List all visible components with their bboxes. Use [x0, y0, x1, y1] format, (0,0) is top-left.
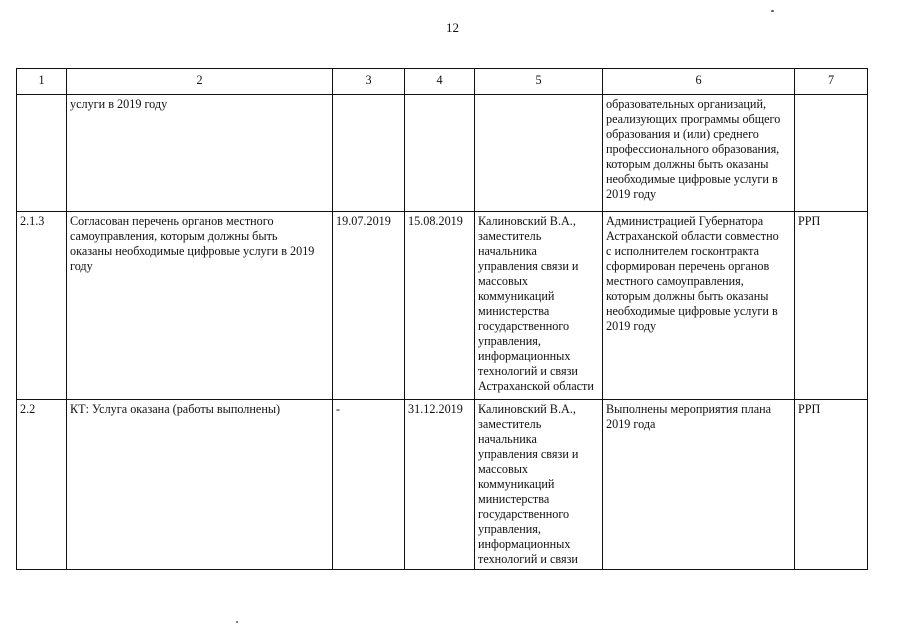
col-header: 7	[795, 69, 868, 95]
cell-line: Согласован перечень органов местного	[70, 214, 274, 228]
cell-line: министерства	[478, 492, 550, 506]
table-row	[17, 212, 868, 400]
col-header: 5	[475, 69, 603, 95]
cell-line: оказаны необходимые цифровые услуги в 2019	[70, 244, 315, 258]
scan-speck	[236, 621, 238, 623]
cell-line: информационных	[478, 537, 571, 551]
cell-responsible	[475, 95, 603, 212]
cell-line: массовых	[478, 462, 528, 476]
page-number: 12	[446, 20, 459, 35]
cell-line: информационных	[478, 349, 571, 363]
cell-line: начальника	[478, 244, 537, 258]
cell-number: 2.1.3	[17, 212, 67, 400]
cell-line: управления связи и	[478, 447, 579, 461]
cell-line: Астраханской области	[478, 379, 594, 393]
col-header: 6	[603, 69, 795, 95]
cell-line: технологий и связи	[478, 552, 578, 566]
cell-line: управления,	[478, 334, 541, 348]
cell-line: 2019 году	[606, 319, 657, 333]
cell-line: образования и (или) среднего	[606, 127, 759, 141]
scan-speck	[771, 10, 774, 12]
cell-end-date: 15.08.2019	[405, 212, 475, 400]
col-header: 4	[405, 69, 475, 95]
cell-line: управления,	[478, 522, 541, 536]
cell-number	[17, 95, 67, 212]
cell-name	[67, 400, 333, 570]
cell-result	[603, 95, 795, 212]
cell-line: коммуникаций	[478, 289, 555, 303]
cell-number: 2.2	[17, 400, 67, 570]
cell-start-date: 19.07.2019	[333, 212, 405, 400]
cell-line: Калиновский В.А.,	[478, 402, 576, 416]
cell-line: услуги в 2019 году	[70, 97, 168, 111]
col-header: 3	[333, 69, 405, 95]
cell-line: необходимые цифровые услуги в	[606, 172, 778, 186]
cell-line: технологий и связи	[478, 364, 578, 378]
cell-line: необходимые цифровые услуги в	[606, 304, 778, 318]
cell-responsible	[475, 400, 603, 570]
cell-line: которым должны быть оказаны	[606, 157, 769, 171]
cell-line: управления связи и	[478, 259, 579, 273]
cell-start-date: -	[333, 400, 405, 570]
header-row	[17, 69, 868, 95]
cell-result	[603, 212, 795, 400]
cell-line: Выполнены мероприятия плана	[606, 402, 772, 416]
cell-line: заместитель	[478, 417, 542, 431]
col-header: 1	[17, 69, 67, 95]
cell-line: сформирован перечень органов	[606, 259, 770, 273]
cell-line: коммуникаций	[478, 477, 555, 491]
cell-line: с исполнителем госконтракта	[606, 244, 759, 258]
cell-line: государственного	[478, 319, 570, 333]
cell-level: РРП	[795, 212, 868, 400]
cell-line: 2019 году	[606, 187, 657, 201]
cell-result	[603, 400, 795, 570]
cell-line: начальника	[478, 432, 537, 446]
cell-line: Астраханской области совместно	[606, 229, 779, 243]
cell-name	[67, 212, 333, 400]
cell-level: РРП	[795, 400, 868, 570]
table-row	[17, 400, 868, 570]
cell-line: местного самоуправления,	[606, 274, 744, 288]
cell-name	[67, 95, 333, 212]
cell-responsible	[475, 212, 603, 400]
col-header: 2	[67, 69, 333, 95]
cell-line: Администрацией Губернатора	[606, 214, 764, 228]
cell-line: образовательных организаций,	[606, 97, 767, 111]
cell-line: 2019 года	[606, 417, 656, 431]
cell-line: КТ: Услуга оказана (работы выполнены)	[70, 402, 281, 416]
table-row	[17, 95, 868, 212]
cell-line: массовых	[478, 274, 528, 288]
cell-end-date	[405, 95, 475, 212]
cell-line: году	[70, 259, 93, 273]
cell-start-date	[333, 95, 405, 212]
cell-line: министерства	[478, 304, 550, 318]
plan-table	[16, 68, 868, 570]
cell-line: реализующих программы общего	[606, 112, 781, 126]
cell-level	[795, 95, 868, 212]
cell-line: которым должны быть оказаны	[606, 289, 769, 303]
cell-line: самоуправления, которым должны быть	[70, 229, 278, 243]
cell-line: профессионального образования,	[606, 142, 780, 156]
cell-line: Калиновский В.А.,	[478, 214, 576, 228]
cell-end-date: 31.12.2019	[405, 400, 475, 570]
cell-line: заместитель	[478, 229, 542, 243]
cell-line: государственного	[478, 507, 570, 521]
